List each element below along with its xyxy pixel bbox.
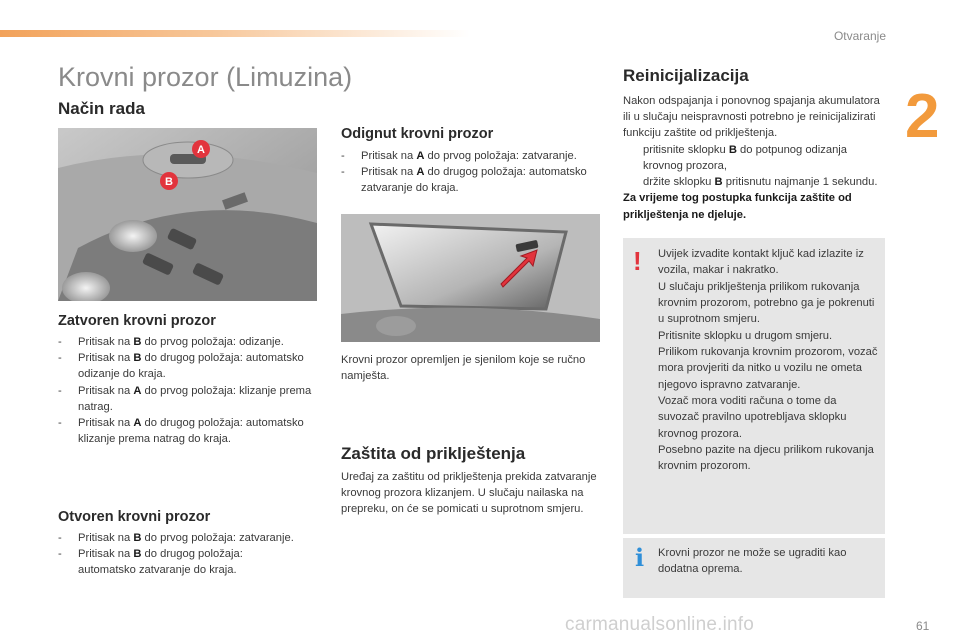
odignut-list <box>341 148 603 197</box>
info-icon: i <box>635 543 645 572</box>
list-item: - Pritisak na A do drugog položaja: automatsko klizanje prema natrag do kraja. <box>58 417 304 446</box>
reinic-intro: Nakon odspajanja i ponovnog spajanja akumulatora ili u slučaju neispravnosti potrebno je reinicijalizirati funkciju zaštite od priklještenja. <box>623 95 880 140</box>
list-item: - Pritisak na A do drugog položaja: automatsko zatvaranje do kraja. <box>341 166 587 195</box>
console-illustration <box>58 128 317 301</box>
chapter-number: 2 <box>905 82 940 151</box>
zastita-heading: Zaštita od priklještenja <box>341 444 526 463</box>
section-title: Otvaranje <box>833 29 886 43</box>
otvoren-list <box>58 530 298 579</box>
watermark: carmanualsonline.info <box>565 614 755 635</box>
warning-box <box>623 238 885 534</box>
sunroof-caption: Krovni prozor opremljen je sjenilom koje se ručno namješta. <box>341 354 586 383</box>
label-b: B <box>165 176 173 188</box>
nacin-rada-heading: Način rada <box>58 99 145 118</box>
list-item: - Pritisak na B do drugog položaja: automatsko odizanje do kraja. <box>58 352 304 381</box>
warning-line: Pritisnite sklopku u drugom smjeru. <box>658 329 833 342</box>
list-item: - Pritisak na B do prvog položaja: zatvaranje. <box>58 532 294 544</box>
list-item: - Pritisak na B do prvog položaja: odizanje. <box>58 336 284 348</box>
warning-line: Prilikom rukovanja krovnim prozorom, vozač mora provjeriti da nitko u vozilu ne ometa njegovo ispravno zatvaranje. <box>658 346 878 391</box>
warning-line: Uvijek izvadite kontakt ključ kad izlazite iz vozila, makar i nakratko. <box>658 248 864 277</box>
sunroof-photo <box>341 214 600 342</box>
warning-text <box>658 246 880 475</box>
label-a: A <box>197 144 205 156</box>
page-number: 61 <box>916 619 930 633</box>
list-item: pritisnite sklopku B do potpunog odizanja krovnog prozora, <box>643 143 848 172</box>
odignut-heading: Odignut krovni prozor <box>341 126 494 142</box>
sunroof-illustration <box>341 214 600 342</box>
console-photo <box>58 128 317 301</box>
header-accent-bar <box>0 30 470 37</box>
page-title: Krovni prozor (Limuzina) <box>58 62 353 92</box>
warning-icon: ! <box>633 246 642 276</box>
warning-line: Posebno pazite na djecu prilikom rukovanja krovnim prozorom. <box>658 444 874 473</box>
reinic-note: Za vrijeme tog postupka funkcija zaštite od priklještenja ne djeluje. <box>623 192 852 221</box>
warning-line: Vozač mora voditi računa o tome da suvozač pravilno upotrebljava sklopku krovnog prozora. <box>658 395 847 440</box>
warning-line: U slučaju priklještenja prilikom rukovanja krovnim prozorom, potrebno ga je pokrenuti u suprotnom smjeru. <box>658 280 875 326</box>
reinic-text <box>623 93 885 223</box>
otvoren-heading: Otvoren krovni prozor <box>58 509 211 525</box>
list-item: - Pritisak na A do prvog položaja: zatvaranje. <box>341 150 577 162</box>
list-item: - Pritisak na B do drugog položaja: automatsko zatvaranje do kraja. <box>58 548 243 577</box>
list-item: držite sklopku B pritisnutu najmanje 1 sekundu. <box>643 176 878 189</box>
zastita-text: Uređaj za zaštitu od priklještenja prekida zatvaranje krovnog prozora klizanjem. U slučaju nailaska na prepreku, on će se pomicati u suprotnom smjeru. <box>341 471 597 516</box>
reinicijalizacija-heading: Reinicijalizacija <box>623 66 749 85</box>
zatvoren-list <box>58 334 320 448</box>
zatvoren-heading: Zatvoren krovni prozor <box>58 313 216 329</box>
info-text: Krovni prozor ne može se ugraditi kao dodatna oprema. <box>658 547 847 576</box>
info-box <box>623 538 885 598</box>
list-item: - Pritisak na A do prvog položaja: klizanje prema natrag. <box>58 384 312 413</box>
